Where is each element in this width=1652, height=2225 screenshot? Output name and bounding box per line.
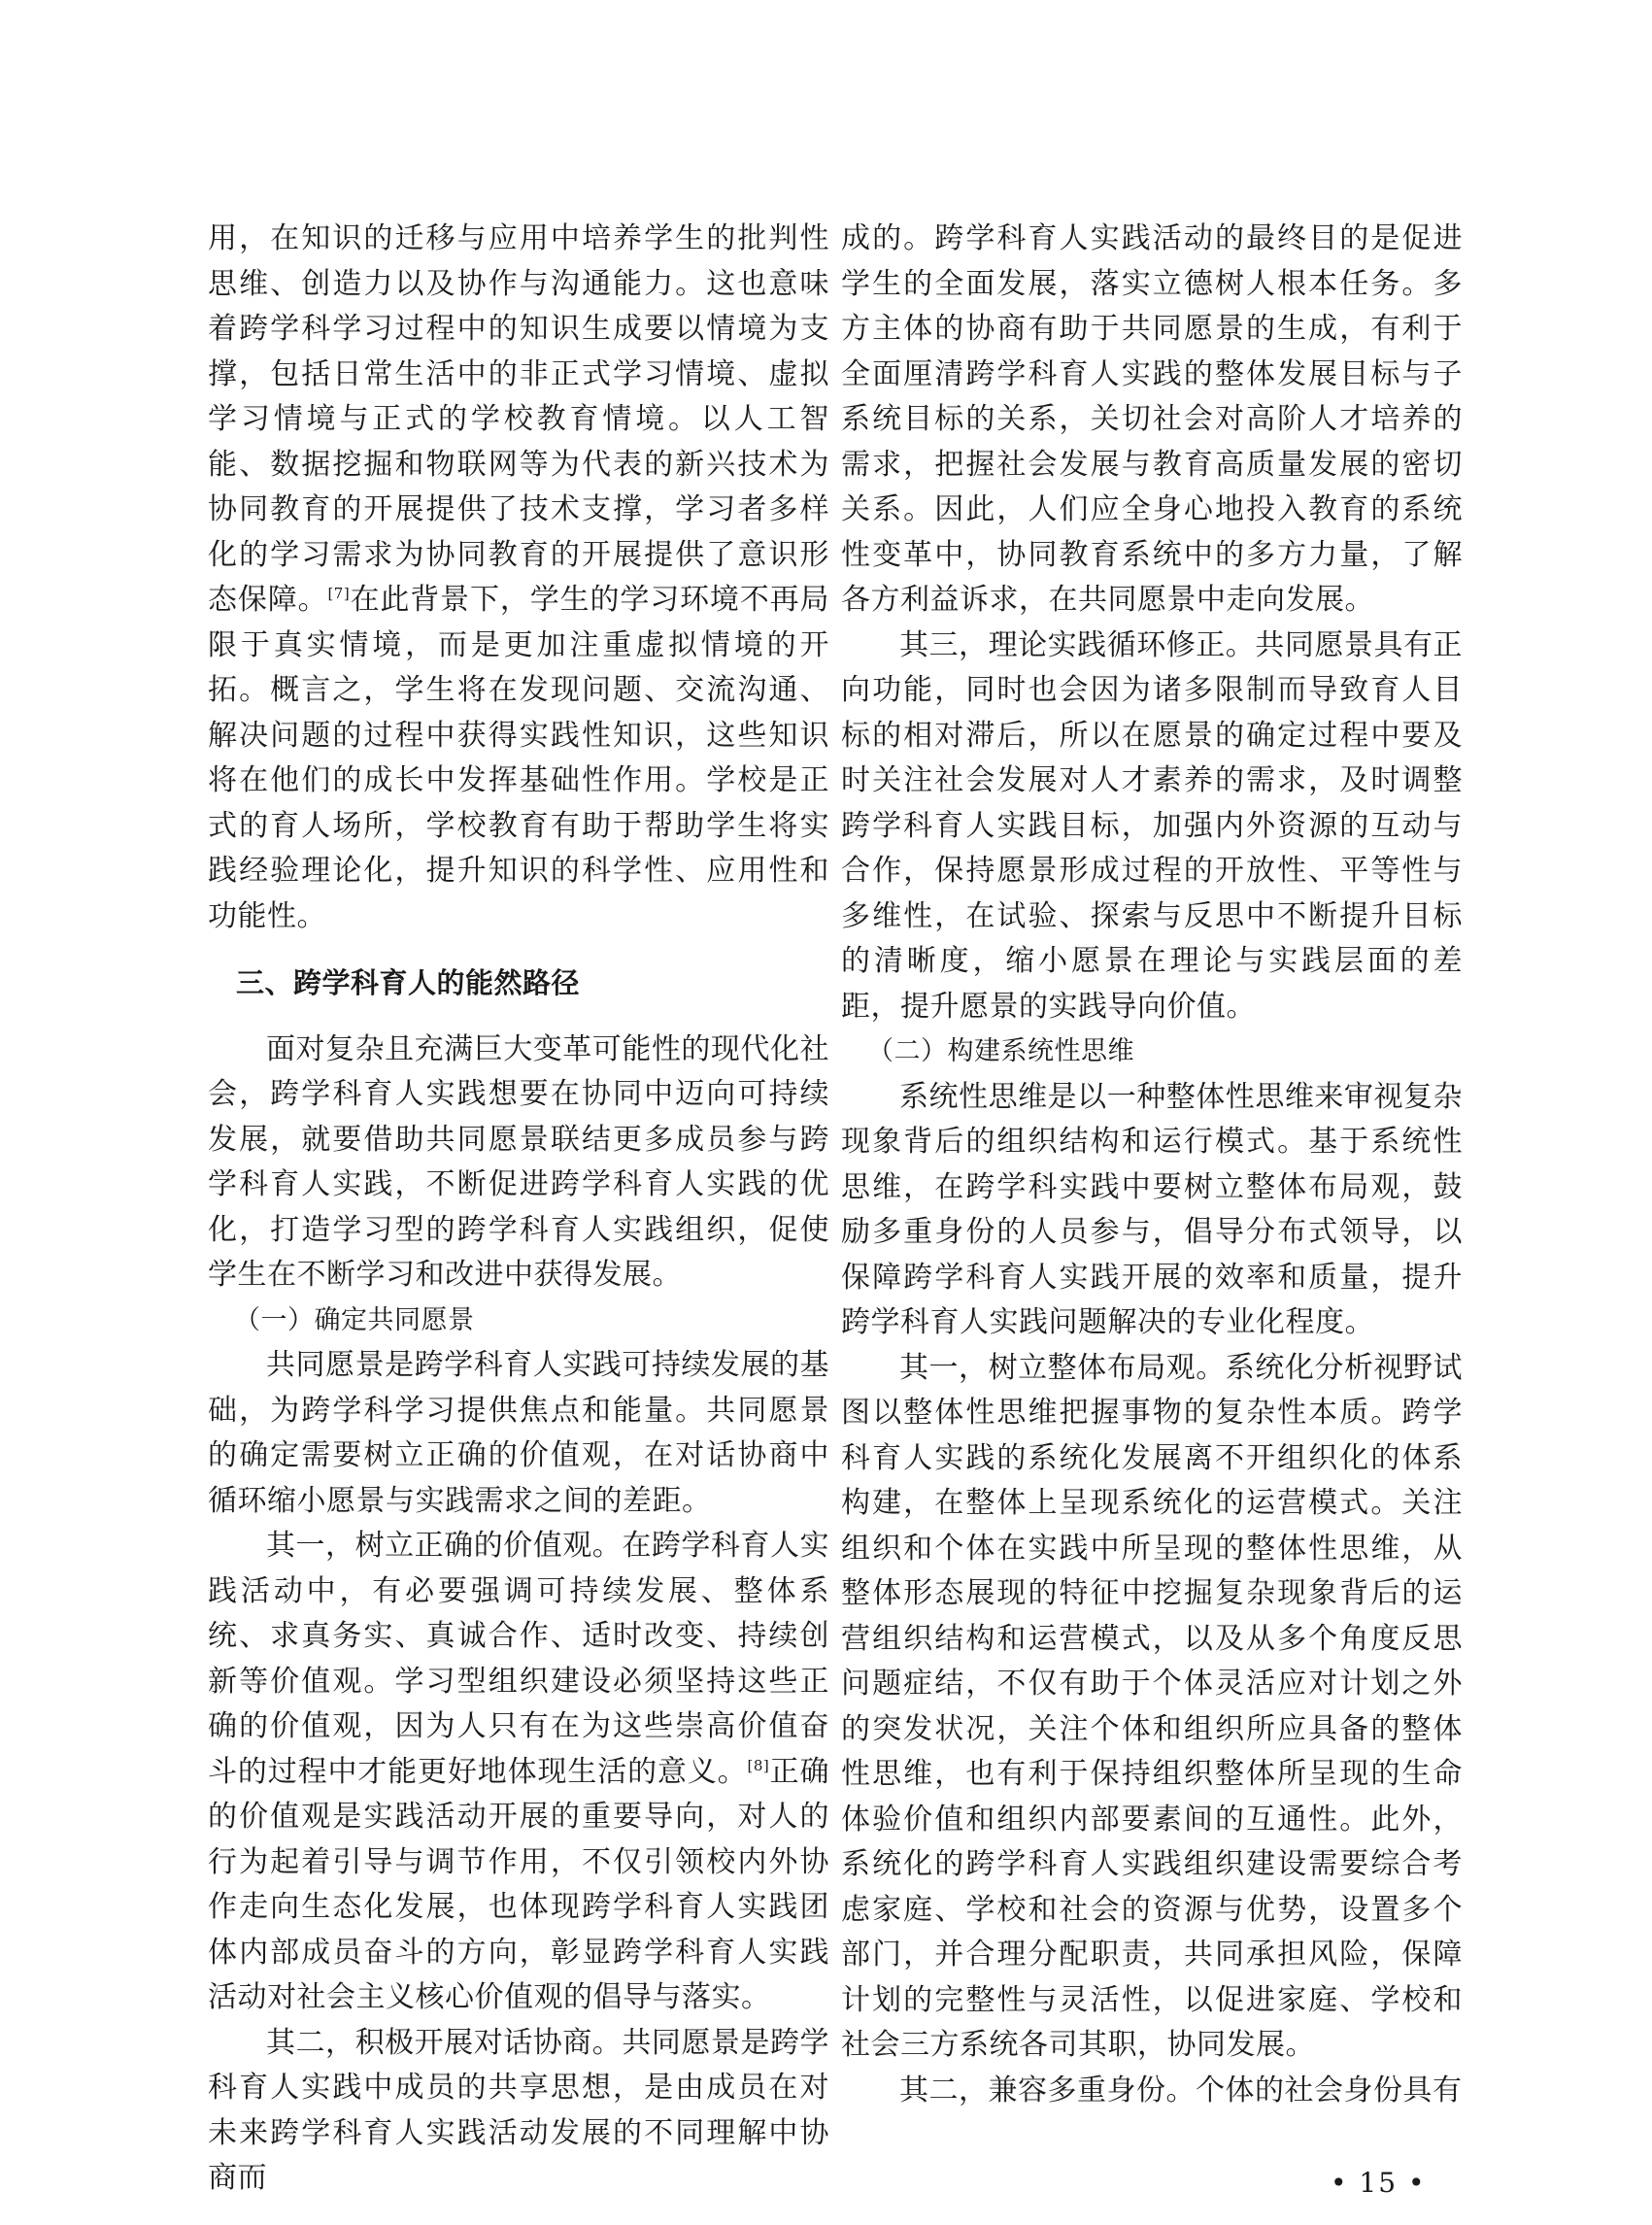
paragraph: 面对复杂且充满巨大变革可能性的现代化社会，跨学科育人实践想要在协同中迈向可持续发展，就要借助共同愿景联结更多成员参与跨学科育人实践，不断促进跨学科育人实践的优化，打造学习型的跨学科育人实践组织，促使学生在不断学习和改进中获得发展。 xyxy=(208,1031,829,1292)
paragraph: 其一，树立整体布局观。系统化分析视野试图以整体性思维把握事物的复杂性本质。跨学科育人实践的系统化发展离不开组织化的体系构建，在整体上呈现系统化的运营模式。关注组织和个体在实践中所呈现的整体性思维，从整体形态展现的特征中挖掘复杂现象背后的运营组织结构和运营模式，以及从多个角度反思问题症结，不仅有助于个体灵活应对计划之外的突发状况，关注个体和组织所应具备的整体性思维，也有利于保持组织整体所呈现的生命体验价值和组织内部要素间的互通性。此外，系统化的跨学科育人实践组织建设需要综合考虑家庭、学校和社会的资源与优势，设置多个部门，并合理分配职责，共同承担风险，保障计划的完整性与灵活性，以促进家庭、学校和社会三方系统各司其职，协同发展。 xyxy=(841,1350,1463,2062)
paragraph: 系统性思维是以一种整体性思维来审视复杂现象背后的组织结构和运行模式。基于系统性思维，在跨学科实践中要树立整体布局观，鼓励多重身份的人员参与，倡导分布式领导，以保障跨学科育人实践开展的效率和质量，提升跨学科育人实践问题解决的专业化程度。 xyxy=(841,1079,1463,1339)
subsection-heading: （二）构建系统性思维 xyxy=(867,1036,1134,1066)
paragraph: 其二，兼容多重身份。个体的社会身份具有 xyxy=(899,2073,1463,2107)
paragraph: 其一，树立正确的价值观。在跨学科育人实践活动中，有必要强调可持续发展、整体系统、求真务实、真诚合作、适时改变、持续创新等价值观。学习型组织建设必须坚持这些正确的价值观，因为人只有在为这些崇高价值奋斗的过程中才能更好地体现生活的意义。[8]正确的价值观是实践活动开展的重要导向，对人的行为起着引导与调节作用，不仅引领校内外协作走向生态化发展，也体现跨学科育人实践团体内部成员奋斗的方向，彰显跨学科育人实践活动对社会主义核心价值观的倡导与落实。 xyxy=(208,1529,830,2014)
paragraph: 用，在知识的迁移与应用中培养学生的批判性思维、创造力以及协作与沟通能力。这也意味着跨学科学习过程中的知识生成要以情境为支撑，包括日常生活中的非正式学习情境、虚拟学习情境与正式的学校教育情境。以人工智能、数据挖掘和物联网等为代表的新兴技术为协同教育的开展提供了技术支撑，学习者多样化的学习需求为协同教育的开展提供了意识形态保障。[7]在此背景下，学生的学习环境不再局限于真实情境，而是更加注重虚拟情境的开拓。概言之，学生将在发现问题、交流沟通、解决问题的过程中获得实践性知识，这些知识将在他们的成长中发挥基础性作用。学校是正式的育人场所，学校教育有助于帮助学生将实践经验理论化，提升知识的科学性、应用性和功能性。 xyxy=(208,221,830,933)
paragraph: 共同愿景是跨学科育人实践可持续发展的基础，为跨学科学习提供焦点和能量。共同愿景的确定需要树立正确的价值观，在对话协商中循环缩小愿景与实践需求之间的差距。 xyxy=(208,1348,829,1518)
right-column xyxy=(841,217,1463,2113)
citation-ref[interactable]: [8] xyxy=(747,1756,770,1774)
paragraph: 其三，理论实践循环修正。共同愿景具有正向功能，同时也会因为诸多限制而导致育人目标的相对滞后，所以在愿景的确定过程中要及时关注社会发展对人才素养的需求，及时调整跨学科育人实践目标，加强内外资源的互动与合作，保持愿景形成过程的开放性、平等性与多维性，在试验、探索与反思中不断提升目标的清晰度，缩小愿景在理论与实践层面的差距，提升愿景的实践导向价值。 xyxy=(841,627,1463,1024)
paragraph: 其二，积极开展对话协商。共同愿景是跨学科育人实践中成员的共享思想，是由成员在对未来跨学科育人实践活动发展的不同理解中协商而 xyxy=(208,2025,829,2195)
paragraph: 成的。跨学科育人实践活动的最终目的是促进学生的全面发展，落实立德树人根本任务。多方主体的协商有助于共同愿景的生成，有利于全面厘清跨学科育人实践的整体发展目标与子系统目标的关系，关切社会对高阶人才培养的需求，把握社会发展与教育高质量发展的密切关系。因此，人们应全身心地投入教育的系统性变革中，协同教育系统中的多方力量，了解各方利益诉求，在共同愿景中走向发展。 xyxy=(841,221,1463,617)
section-heading: 三、跨学科育人的能然路径 xyxy=(236,966,581,999)
citation-ref[interactable]: [7] xyxy=(327,585,351,602)
page-number: • 15 • xyxy=(1331,2167,1427,2199)
subsection-heading: （一）确定共同愿景 xyxy=(234,1304,475,1335)
left-column xyxy=(208,217,829,2202)
